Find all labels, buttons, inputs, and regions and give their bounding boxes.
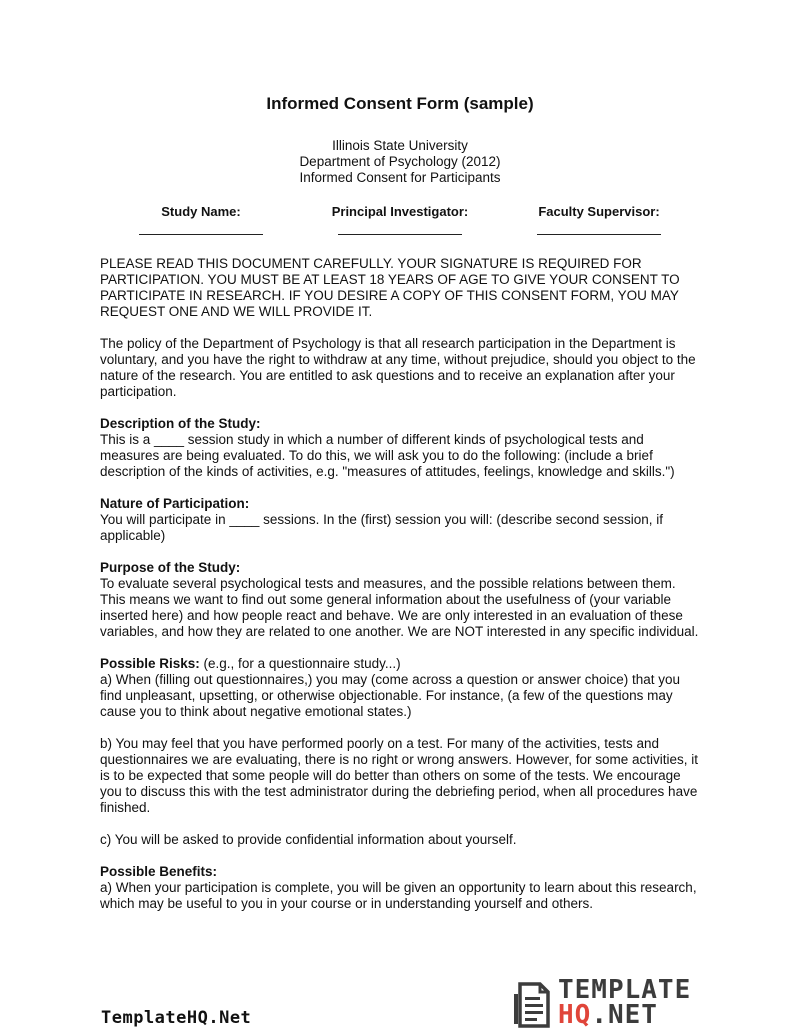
risk-c-text: c) You will be asked to provide confidential information about yourself.: [100, 832, 517, 847]
faculty-supervisor-blank: [537, 233, 661, 235]
footer-site-name: TemplateHQ.Net: [101, 1008, 252, 1028]
risk-a-text: a) When (filling out questionnaires,) you may (come across a question or answer choice) that you find unpleasant, upsetting, or otherwise objectionable. For instance, (a few of the questions may cause you to think about negative emotional states.): [100, 672, 681, 719]
description-text: This is a ____ session study in which a number of different kinds of psychological tests and measures are being evaluated. To do this, we will ask you to do the following: (include a brief description of the kinds of activities, e.g. "measures of attitudes, feelings, knowledge and skills."): [100, 432, 675, 479]
policy-paragraph: The policy of the Department of Psychology is that all research participation in the Department is voluntary, and you have the right to withdraw at any time, without prejudice, should you object to the nature of the research. You are entitled to ask questions and to receive an explanation after your participation.: [100, 336, 696, 399]
study-name-field: [128, 204, 274, 235]
risks-section: [100, 656, 702, 720]
study-name-label: Study Name:: [161, 204, 241, 219]
description-section: [100, 416, 702, 480]
consent-notice: PLEASE READ THIS DOCUMENT CAREFULLY. YOUR SIGNATURE IS REQUIRED FOR PARTICIPATION. YOU MUST BE AT LEAST 18 YEARS OF AGE TO GIVE YOUR CONSENT TO PARTICIPATE IN RESEARCH. IF YOU DESIRE A COPY OF THIS CONSENT FORM, YOU MAY REQUEST ONE AND WE WILL PROVIDE IT.: [100, 256, 680, 319]
purpose-text: To evaluate several psychological tests and measures, and the possible relations between them. This means we want to find out some general information about the usefulness of (your variable inserted here) and how people react and behave. We are only interested in an evaluation of these variables, and how they are related to one another. We are NOT interested in any specific individual.: [100, 576, 699, 639]
risks-heading-line: [100, 656, 702, 672]
principal-investigator-field: [318, 204, 482, 235]
logo-line-1: TEMPLATE: [558, 975, 692, 1005]
principal-investigator-label: Principal Investigator:: [331, 204, 469, 219]
document-icon: [514, 980, 554, 1030]
document-body: [100, 256, 702, 928]
study-info-fields: [0, 204, 800, 244]
faculty-supervisor-field: [524, 204, 674, 235]
document-header: [0, 138, 800, 186]
purpose-heading: Purpose of the Study:: [100, 560, 241, 575]
faculty-supervisor-label: Faculty Supervisor:: [538, 204, 660, 219]
purpose-section: [100, 560, 702, 640]
logo-net: .NET: [591, 1000, 658, 1030]
principal-investigator-blank: [338, 233, 462, 235]
department-name: Department of Psychology (2012): [299, 154, 501, 169]
logo-line-2: [558, 1000, 691, 1030]
document-subtitle: Informed Consent for Participants: [299, 170, 501, 185]
benefits-section: [100, 864, 702, 912]
risks-heading: Possible Risks:: [100, 656, 200, 671]
risk-b-text: b) You may feel that you have performed poorly on a test. For many of the activities, tests and questionnaires we are evaluating, there is no right or wrong answers. However, for some activities, it is to be expected that some people will do better than others on some of the tests. We encourage you to discuss this with the test administrator during the debriefing period, when all procedures have finished.: [100, 736, 699, 815]
nature-heading: Nature of Participation:: [100, 496, 250, 511]
document-title: Informed Consent Form (sample): [266, 94, 534, 113]
logo-hq: HQ: [558, 1000, 592, 1030]
study-name-blank: [139, 233, 263, 235]
university-name: Illinois State University: [332, 138, 468, 153]
benefits-heading: Possible Benefits:: [100, 864, 218, 879]
description-heading: Description of the Study:: [100, 416, 261, 431]
risks-heading-note: (e.g., for a questionnaire study...): [199, 656, 401, 671]
nature-section: [100, 496, 702, 544]
nature-text: You will participate in ____ sessions. In the (first) session you will: (describe second session, if applicable): [100, 512, 664, 543]
templatehq-logo: [514, 975, 704, 1030]
benefit-a-text: a) When your participation is complete, you will be given an opportunity to learn about this research, which may be useful to you in your course or in understanding yourself and others.: [100, 880, 697, 911]
logo-wordmark: [558, 975, 692, 1030]
